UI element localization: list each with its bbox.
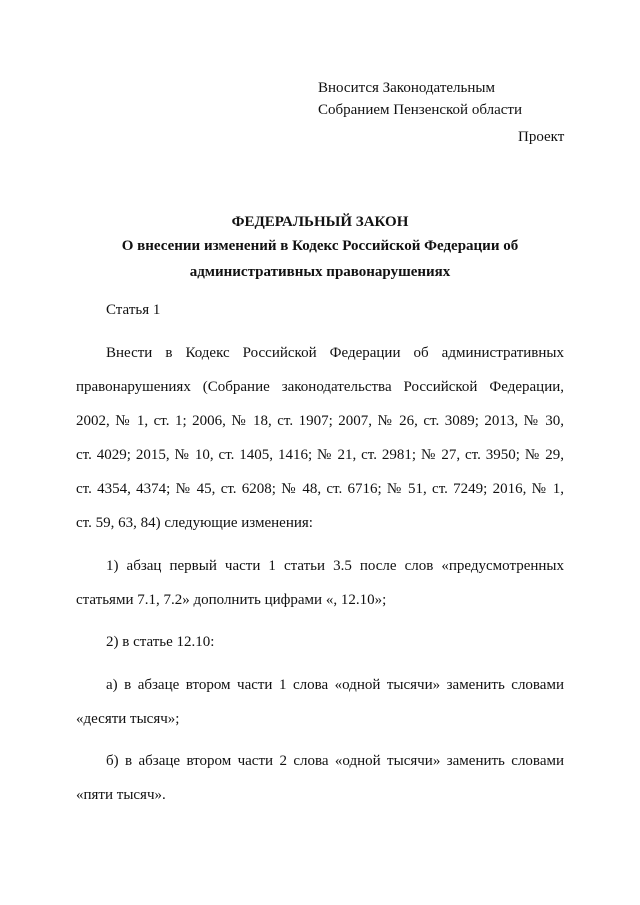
draft-label: Проект <box>518 129 565 145</box>
item-2b-line: «пяти тысяч». <box>76 787 166 803</box>
item-2b-line: б) в абзаце втором части 2 слова «одной тысячи» заменить словами <box>106 753 564 769</box>
item-2a-line: а) в абзаце втором части 1 слова «одной тысячи» заменить словами <box>106 677 564 693</box>
law-type-title: ФЕДЕРАЛЬНЫЙ ЗАКОН <box>231 214 409 230</box>
item-2-line: 2) в статье 12.10: <box>106 634 215 650</box>
article-intro-line: ст. 4354, 4374; № 45, ст. 6208; № 48, ст. 6716; № 51, ст. 7249; 2016, № 1, <box>76 481 564 497</box>
article-heading: Статья 1 <box>106 302 161 318</box>
article-intro-line: правонарушениях (Собрание законодательства Российской Федерации, <box>76 379 564 395</box>
article-intro-line: 2002, № 1, ст. 1; 2006, № 18, ст. 1907; 2007, № 26, ст. 3089; 2013, № 30, <box>76 413 564 429</box>
article-intro-line: ст. 59, 63, 84) следующие изменения: <box>76 515 313 531</box>
law-subject-line-2: административных правонарушениях <box>189 264 451 280</box>
article-intro-line: ст. 4029; 2015, № 10, ст. 1405, 1416; № 21, ст. 2981; № 27, ст. 3950; № 29, <box>76 447 564 463</box>
item-1-line: статьями 7.1, 7.2» дополнить цифрами «, 12.10»; <box>76 592 387 608</box>
item-1-line: 1) абзац первый части 1 статьи 3.5 после слов «предусмотренных <box>106 558 564 574</box>
item-2a-line: «десяти тысяч»; <box>76 711 180 727</box>
law-subject-line-1: О внесении изменений в Кодекс Российской Федерации об <box>121 238 519 254</box>
submitted-by-line-2: Собранием Пензенской области <box>318 102 522 118</box>
article-intro-line: Внести в Кодекс Российской Федерации об административных <box>106 345 564 361</box>
submitted-by-line-1: Вносится Законодательным <box>318 80 495 96</box>
